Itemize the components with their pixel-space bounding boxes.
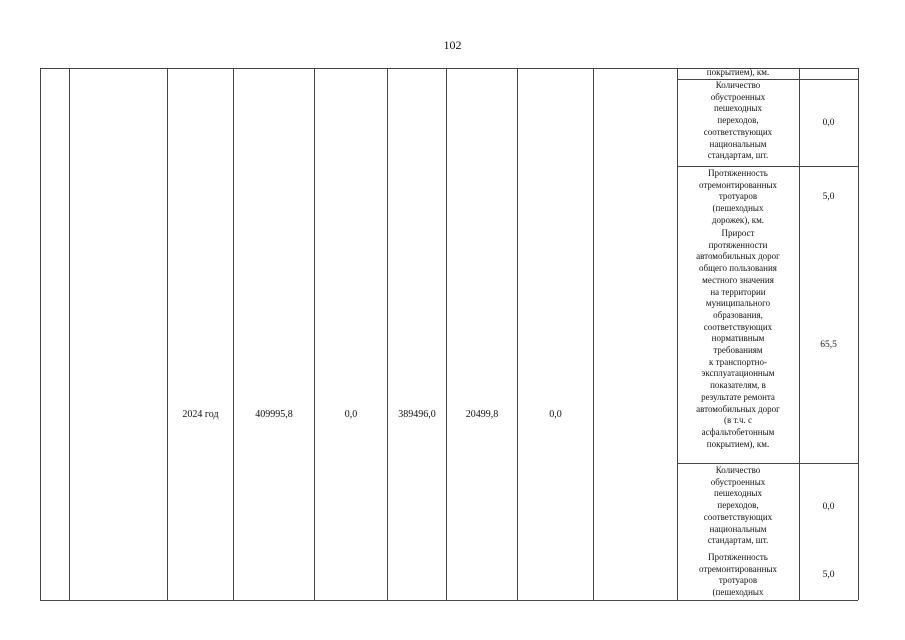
- indicator-text: Прирост протяженности автомобильных дорог общего пользования местного значения на территории муниципального образования, соответствующих нормативным требованиям к транспортно- эксплуатационным показателям, в результате ремонта автомобильных дорог (в т.ч. с асфальтобетонным покрытием), км.: [696, 228, 780, 449]
- indicator-value: 5,0: [822, 570, 835, 580]
- indicator-text: Протяженность отремонтированных тротуаров (пешеходных дорожек), км.: [699, 168, 777, 225]
- column-border: [314, 68, 315, 600]
- indicator-row-border: [677, 463, 858, 464]
- table-bottom-border: [40, 600, 858, 601]
- indicator-row-border: [677, 166, 858, 167]
- column-border: [387, 68, 388, 600]
- indicator-value: 0,0: [822, 502, 835, 512]
- indicator-text: Протяженность отремонтированных тротуаров (пешеходных: [699, 552, 777, 598]
- column-border: [446, 68, 447, 600]
- column-border: [858, 68, 859, 600]
- column-border: [517, 68, 518, 600]
- column-border: [799, 68, 800, 600]
- column-border: [233, 68, 234, 600]
- other-sources-cell: 0,0: [549, 409, 562, 420]
- indicator-value: 0,0: [822, 118, 835, 128]
- column-border: [40, 68, 41, 600]
- column-border: [167, 68, 168, 600]
- year-cell: 2024 год: [182, 409, 219, 420]
- column-border: [69, 68, 70, 600]
- regional-budget-cell: 389496,0: [398, 409, 436, 420]
- indicator-value: 65,5: [820, 340, 837, 350]
- column-border: [593, 68, 594, 600]
- local-budget-cell: 20499,8: [465, 409, 499, 420]
- indicator-text: Количество обустроенных пешеходных переходов, соответствующих национальным стандартам, шт.: [703, 465, 773, 546]
- page-number: 102: [443, 38, 462, 52]
- indicator-text: покрытием), км.: [706, 67, 770, 77]
- indicator-text: Количество обустроенных пешеходных переходов, соответствующих национальным стандартам, шт.: [703, 80, 773, 161]
- total-cell: 409995,8: [255, 409, 293, 420]
- indicator-value: 5,0: [822, 192, 835, 202]
- federal-budget-cell: 0,0: [344, 409, 358, 420]
